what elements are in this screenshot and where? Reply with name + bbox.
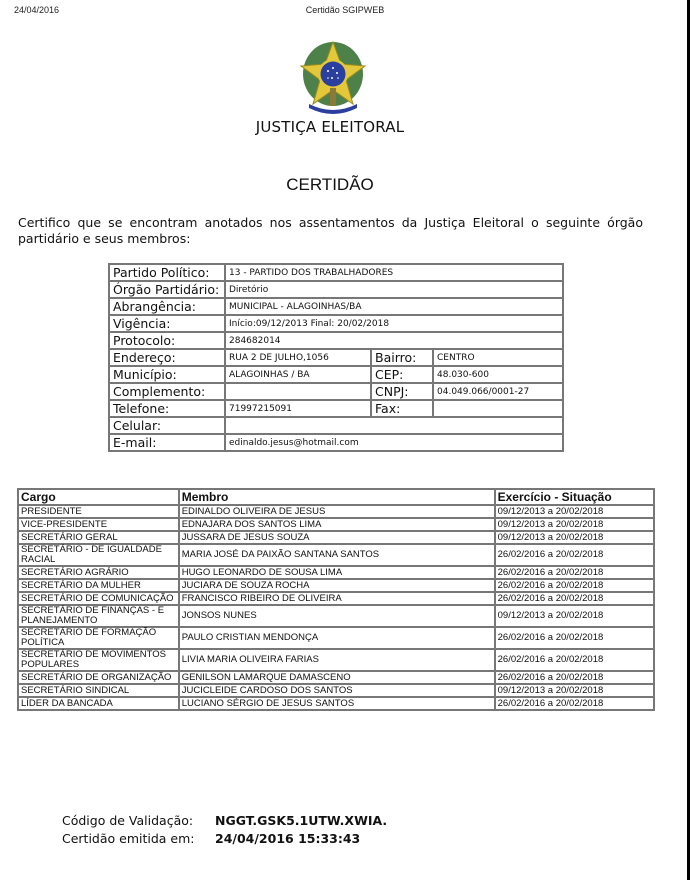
protocolo-value: 284682014: [225, 332, 563, 349]
cnpj-label: CNPJ:: [371, 383, 433, 400]
info-row-abrangencia: [109, 298, 563, 315]
issued-at-value: 24/04/2016 15:33:43: [215, 831, 361, 846]
table-row: [18, 684, 654, 697]
members-header-row: [18, 489, 654, 505]
cargo-cell: SECRETÁRIO DE COMUNICAÇÃO: [18, 592, 179, 605]
exercicio-cell: 09/12/2013 a 20/02/2018: [495, 531, 654, 544]
celular-value: [225, 417, 563, 434]
validation-code-label: Código de Validação:: [62, 813, 194, 828]
complemento-label: Complemento:: [109, 383, 225, 400]
celular-label: Celular:: [109, 417, 225, 434]
validation-code-row: [62, 812, 387, 830]
cep-value: 48.030-600: [433, 366, 563, 383]
membro-cell: JUCIARA DE SOUZA ROCHA: [179, 579, 495, 592]
table-row: [18, 627, 654, 649]
bairro-value: CENTRO: [433, 349, 563, 366]
cargo-cell: SECRETÁRIO GERAL: [18, 531, 179, 544]
info-row-celular: [109, 417, 563, 434]
abrangencia-label: Abrangência:: [109, 298, 225, 315]
header-membro: Membro: [179, 489, 495, 505]
cargo-cell: PRESIDENTE: [18, 505, 179, 518]
vigencia-label: Vigência:: [109, 315, 225, 332]
info-row-municipio: [109, 366, 563, 383]
info-row-partido: [109, 264, 563, 281]
exercicio-cell: 26/02/2016 a 20/02/2018: [495, 592, 654, 605]
partido-label: Partido Político:: [109, 264, 225, 281]
validation-code-value: NGGT.GSK5.1UTW.XWIA.: [215, 813, 388, 828]
exercicio-cell: 09/12/2013 a 20/02/2018: [495, 518, 654, 531]
cargo-cell: SECRETÁRIO DA MULHER: [18, 579, 179, 592]
cargo-cell: VICE-PRESIDENTE: [18, 518, 179, 531]
cargo-cell: SECRETÁRIO - DE IGUALDADE RACIAL: [18, 544, 179, 566]
exercicio-cell: 09/12/2013 a 20/02/2018: [495, 505, 654, 518]
membro-cell: GENILSON LAMARQUE DAMASCENO: [179, 671, 495, 684]
membro-cell: EDNAJARA DOS SANTOS LIMA: [179, 518, 495, 531]
validation-footer: [62, 812, 387, 848]
header-cargo: Cargo: [18, 489, 179, 505]
table-row: [18, 605, 654, 627]
print-title: Certidão SGIPWEB: [305, 5, 385, 15]
cep-label: CEP:: [371, 366, 433, 383]
telefone-value: 71997215091: [225, 400, 371, 417]
intro-paragraph: Certifico que se encontram anotados nos assentamentos da Justiça Eleitoral o seguinte órgão partidário e seus membros:: [18, 215, 643, 246]
membro-cell: FRANCISCO RIBEIRO DE OLIVEIRA: [179, 592, 495, 605]
exercicio-cell: 26/02/2016 a 20/02/2018: [495, 566, 654, 579]
membro-cell: LIVIA MARIA OLIVEIRA FARIAS: [179, 649, 495, 671]
exercicio-cell: 09/12/2013 a 20/02/2018: [495, 684, 654, 697]
brazil-coat-of-arms-icon: [297, 38, 369, 116]
info-row-orgao: [109, 281, 563, 298]
exercicio-cell: 26/02/2016 a 20/02/2018: [495, 627, 654, 649]
info-row-email: [109, 434, 563, 451]
membro-cell: EDINALDO OLIVEIRA DE JESUS: [179, 505, 495, 518]
endereco-value: RUA 2 DE JULHO,1056: [225, 349, 371, 366]
info-row-telefone: [109, 400, 563, 417]
exercicio-cell: 26/02/2016 a 20/02/2018: [495, 579, 654, 592]
info-row-protocolo: [109, 332, 563, 349]
email-label: E-mail:: [109, 434, 225, 451]
issued-at-row: [62, 830, 387, 848]
issued-at-label: Certidão emitida em:: [62, 831, 195, 846]
info-row-endereco: [109, 349, 563, 366]
abrangencia-value: MUNICIPAL - ALAGOINHAS/BA: [225, 298, 563, 315]
organization-name: JUSTIÇA ELEITORAL: [255, 118, 405, 136]
header-exercicio: Exercício - Situação: [495, 489, 654, 505]
exercicio-cell: 09/12/2013 a 20/02/2018: [495, 605, 654, 627]
membro-cell: JUCICLEIDE CARDOSO DOS SANTOS: [179, 684, 495, 697]
fax-value: [433, 400, 563, 417]
membro-cell: LUCIANO SÉRGIO DE JESUS SANTOS: [179, 697, 495, 710]
municipio-label: Município:: [109, 366, 225, 383]
cnpj-value: 04.049.066/0001-27: [433, 383, 563, 400]
cargo-cell: SECRETÁRIO DE ORGANIZAÇÃO: [18, 671, 179, 684]
table-row: [18, 579, 654, 592]
complemento-value: [225, 383, 371, 400]
table-row: [18, 544, 654, 566]
cargo-cell: SECRETÁRIO DE FINANÇAS - E PLANEJAMENTO: [18, 605, 179, 627]
table-row: [18, 518, 654, 531]
membro-cell: HUGO LEONARDO DE SOUSA LIMA: [179, 566, 495, 579]
cargo-cell: LÍDER DA BANCADA: [18, 697, 179, 710]
table-row: [18, 505, 654, 518]
exercicio-cell: 26/02/2016 a 20/02/2018: [495, 544, 654, 566]
members-table: [17, 488, 655, 711]
cargo-cell: SECRETÁRIO DE MOVIMENTOS POPULARES: [18, 649, 179, 671]
exercicio-cell: 26/02/2016 a 20/02/2018: [495, 649, 654, 671]
info-row-vigencia: [109, 315, 563, 332]
table-row: [18, 566, 654, 579]
cargo-cell: SECRETÁRIO AGRÁRIO: [18, 566, 179, 579]
cargo-cell: SECRETÁRIO SINDICAL: [18, 684, 179, 697]
info-row-complemento: [109, 383, 563, 400]
email-value: edinaldo.jesus@hotmail.com: [225, 434, 563, 451]
table-row: [18, 531, 654, 544]
exercicio-cell: 26/02/2016 a 20/02/2018: [495, 697, 654, 710]
exercicio-cell: 26/02/2016 a 20/02/2018: [495, 671, 654, 684]
membro-cell: JUSSARA DE JESUS SOUZA: [179, 531, 495, 544]
telefone-label: Telefone:: [109, 400, 225, 417]
print-date: 24/04/2016: [14, 5, 60, 15]
membro-cell: JONSOS NUNES: [179, 605, 495, 627]
vigencia-value: Início:09/12/2013 Final: 20/02/2018: [225, 315, 563, 332]
endereco-label: Endereço:: [109, 349, 225, 366]
table-row: [18, 671, 654, 684]
fax-label: Fax:: [371, 400, 433, 417]
municipio-value: ALAGOINHAS / BA: [225, 366, 371, 383]
party-info-table: [108, 263, 564, 452]
protocolo-label: Protocolo:: [109, 332, 225, 349]
membro-cell: MARIA JOSÉ DA PAIXÃO SANTANA SANTOS: [179, 544, 495, 566]
membro-cell: PAULO CRISTIAN MENDONÇA: [179, 627, 495, 649]
partido-value: 13 - PARTIDO DOS TRABALHADORES: [225, 264, 563, 281]
orgao-label: Órgão Partidário:: [109, 281, 225, 298]
document-title: CERTIDÃO: [286, 175, 374, 194]
orgao-value: Diretório: [225, 281, 563, 298]
table-row: [18, 592, 654, 605]
bairro-label: Bairro:: [371, 349, 433, 366]
cargo-cell: SECRETÁRIO DE FORMAÇÃO POLÍTICA: [18, 627, 179, 649]
table-row: [18, 649, 654, 671]
table-row: [18, 697, 654, 710]
